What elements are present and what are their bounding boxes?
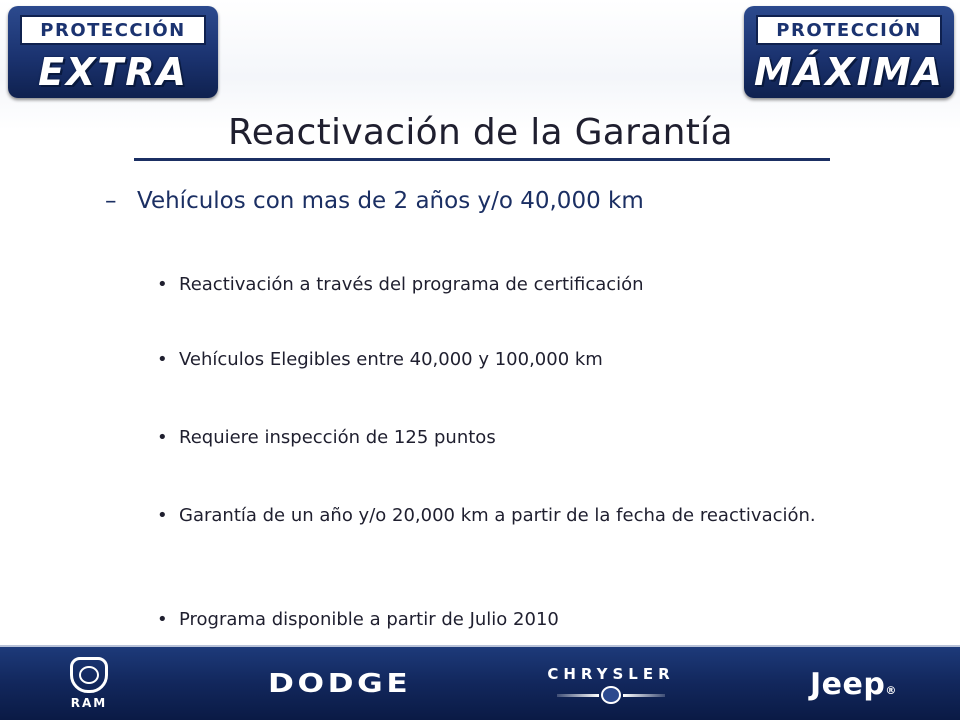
dash-marker: – (105, 188, 117, 214)
ram-wordmark: RAM (70, 696, 108, 710)
bullet-text: Reactivación a través del programa de certificación (179, 274, 644, 295)
badge-bottom-label: MÁXIMA (754, 50, 944, 94)
proteccion-maxima-badge (744, 6, 954, 98)
bullet-dot-icon: • (157, 427, 168, 448)
bullet-item (157, 424, 817, 452)
bullet-item (157, 606, 817, 634)
bullet-item (157, 271, 817, 299)
bullet-item (157, 502, 817, 530)
bullet-text: Programa disponible a partir de Julio 2010 (179, 609, 559, 630)
proteccion-extra-badge (8, 6, 218, 98)
bullet-dot-icon: • (157, 349, 168, 370)
bullet-text: Requiere inspección de 125 puntos (179, 427, 496, 448)
badge-top-label: PROTECCIÓN (20, 15, 206, 45)
dash-list-item (105, 188, 644, 214)
ram-head-icon (70, 657, 108, 693)
chrysler-wings-icon (551, 686, 671, 704)
badge-top-label: PROTECCIÓN (756, 15, 942, 45)
registered-mark: ® (885, 684, 897, 697)
ram-logo (58, 655, 120, 715)
brand-footer-bar (0, 645, 960, 720)
bullet-dot-icon: • (157, 274, 168, 295)
bullet-dot-icon: • (157, 609, 168, 630)
bullet-text: Vehículos Elegibles entre 40,000 y 100,000 km (179, 349, 603, 370)
chrysler-wordmark: CHRYSLER (547, 665, 675, 683)
title-underline (134, 158, 830, 161)
badge-bottom-label: EXTRA (38, 50, 188, 94)
jeep-logo (810, 667, 897, 702)
chrysler-logo (540, 665, 682, 704)
bullet-dot-icon: • (157, 505, 168, 526)
bullet-text: Garantía de un año y/o 20,000 km a partir de la fecha de reactivación. (179, 505, 816, 526)
dodge-logo: DODGE (268, 669, 412, 699)
jeep-wordmark: Jeep (810, 667, 886, 702)
dash-item-text: Vehículos con mas de 2 años y/o 40,000 km (137, 188, 644, 214)
slide-title: Reactivación de la Garantía (228, 112, 733, 153)
bullet-item (157, 346, 817, 374)
